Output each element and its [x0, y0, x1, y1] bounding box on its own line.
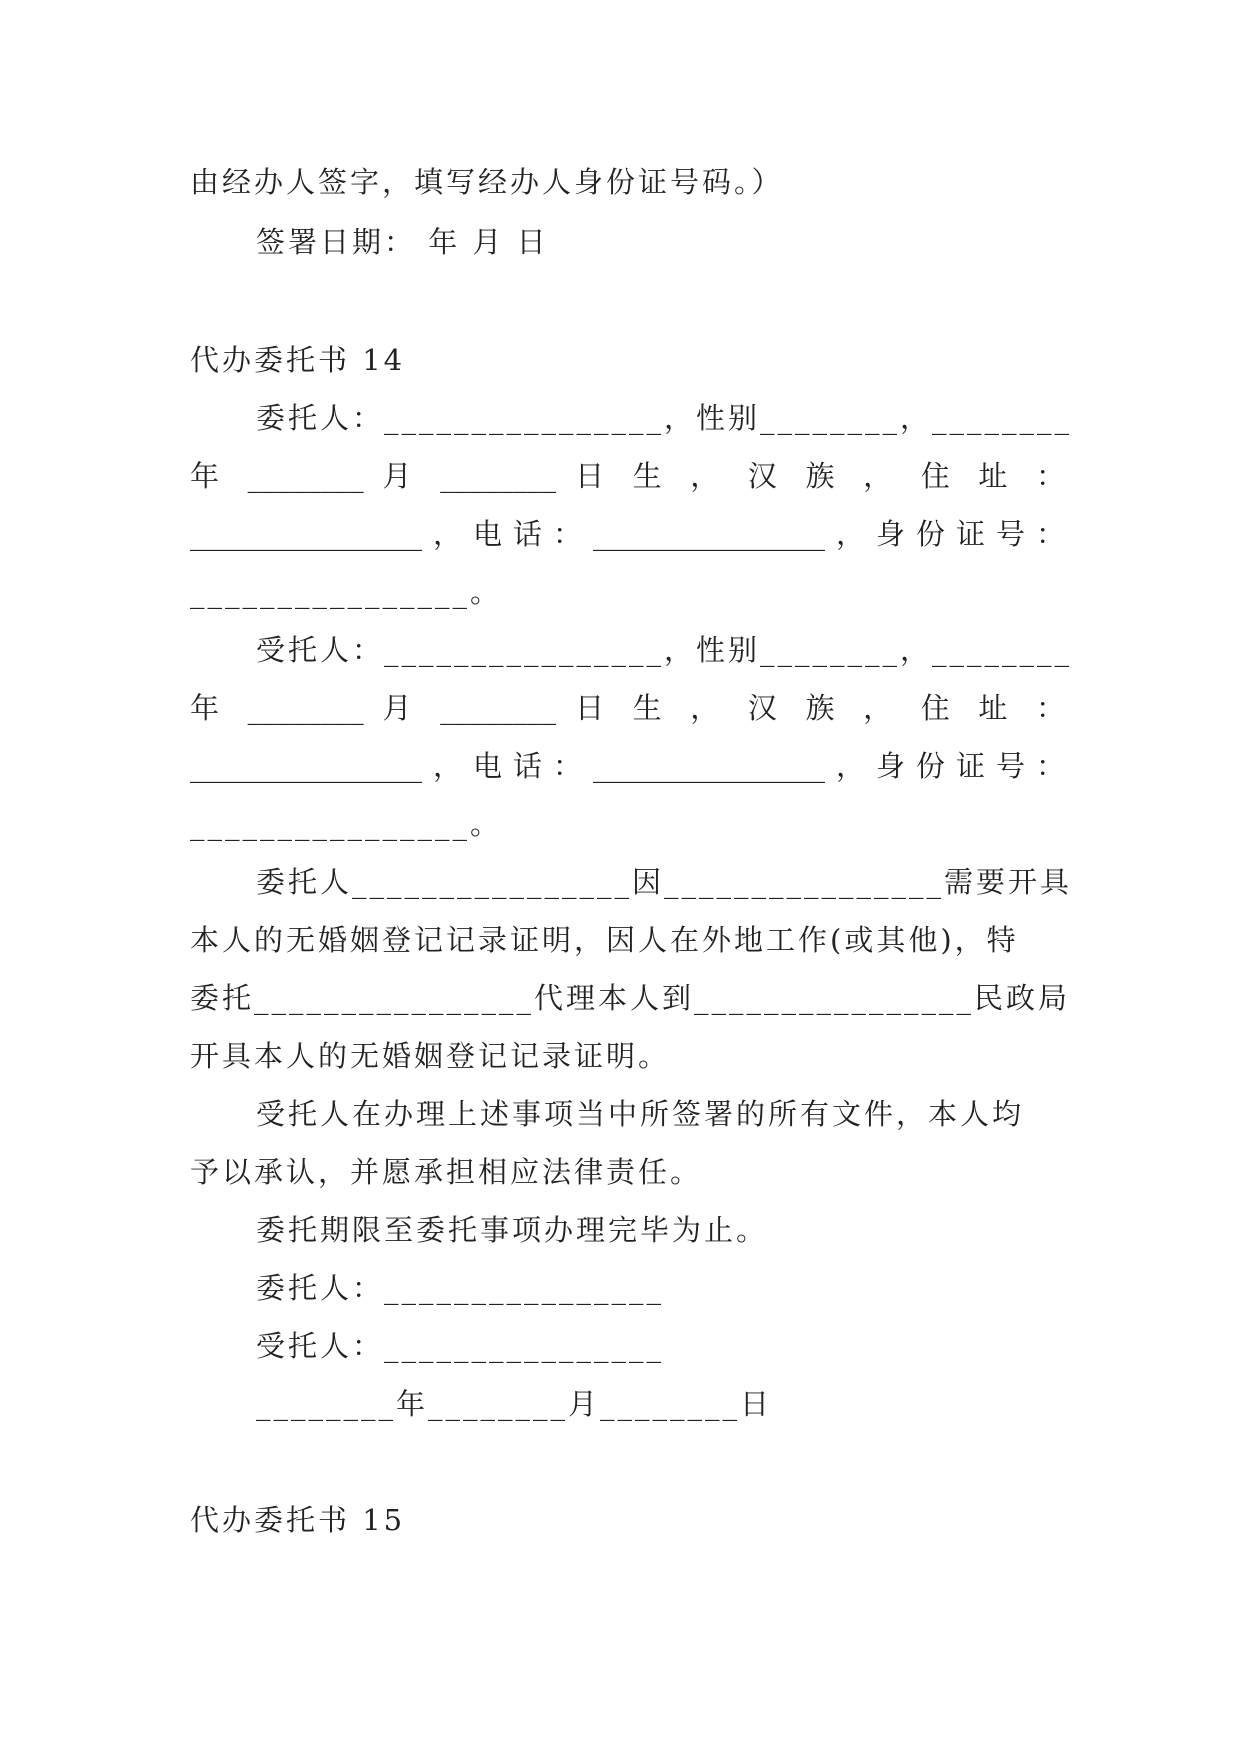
section-title-14: 代办委托书 14 [190, 343, 406, 377]
text-line-1: 由经办人签字，填写经办人身份证号码。） [190, 165, 784, 199]
date-line: ________年________月________日 [256, 1387, 773, 1421]
signing-date-line: 签署日期： 年 月 日 [256, 225, 549, 259]
principal-info-line-4: ________________。 [190, 575, 503, 609]
principal-info-line-2: 年 ________ 月 ________ 日 生 ， 汉 族 ， 住 址 ： [190, 459, 1065, 493]
body-line-1: 委托人________________因________________需要开具 [256, 865, 1073, 899]
body-line-3: 委托________________代理本人到________________民政局 [190, 981, 1071, 1015]
section-title-15: 代办委托书 15 [190, 1503, 406, 1537]
term-line: 委托期限至委托事项办理完毕为止。 [256, 1213, 769, 1247]
agent-signature-line: 受托人：________________ [256, 1329, 665, 1363]
principal-info-line-3: ________________，电话：________________，身份证号： [190, 517, 1065, 551]
body-line-6: 予以承认，并愿承担相应法律责任。 [190, 1155, 703, 1189]
principal-info-line-1: 委托人：________________，性别________，________ [256, 401, 1073, 435]
agent-info-line-1: 受托人：________________，性别________，________ [256, 633, 1073, 667]
body-line-4: 开具本人的无婚姻登记记录证明。 [190, 1039, 671, 1073]
agent-info-line-2: 年 ________ 月 ________ 日 生 ， 汉 族 ， 住 址 ： [190, 691, 1065, 725]
agent-info-line-3: ________________，电话：________________，身份证号： [190, 749, 1065, 783]
agent-info-line-4: ________________。 [190, 807, 503, 841]
body-line-2: 本人的无婚姻登记记录证明，因人在外地工作(或其他)，特 [190, 923, 1019, 957]
body-line-5: 受托人在办理上述事项当中所签署的所有文件，本人均 [256, 1097, 1025, 1131]
principal-signature-line: 委托人：________________ [256, 1271, 665, 1305]
